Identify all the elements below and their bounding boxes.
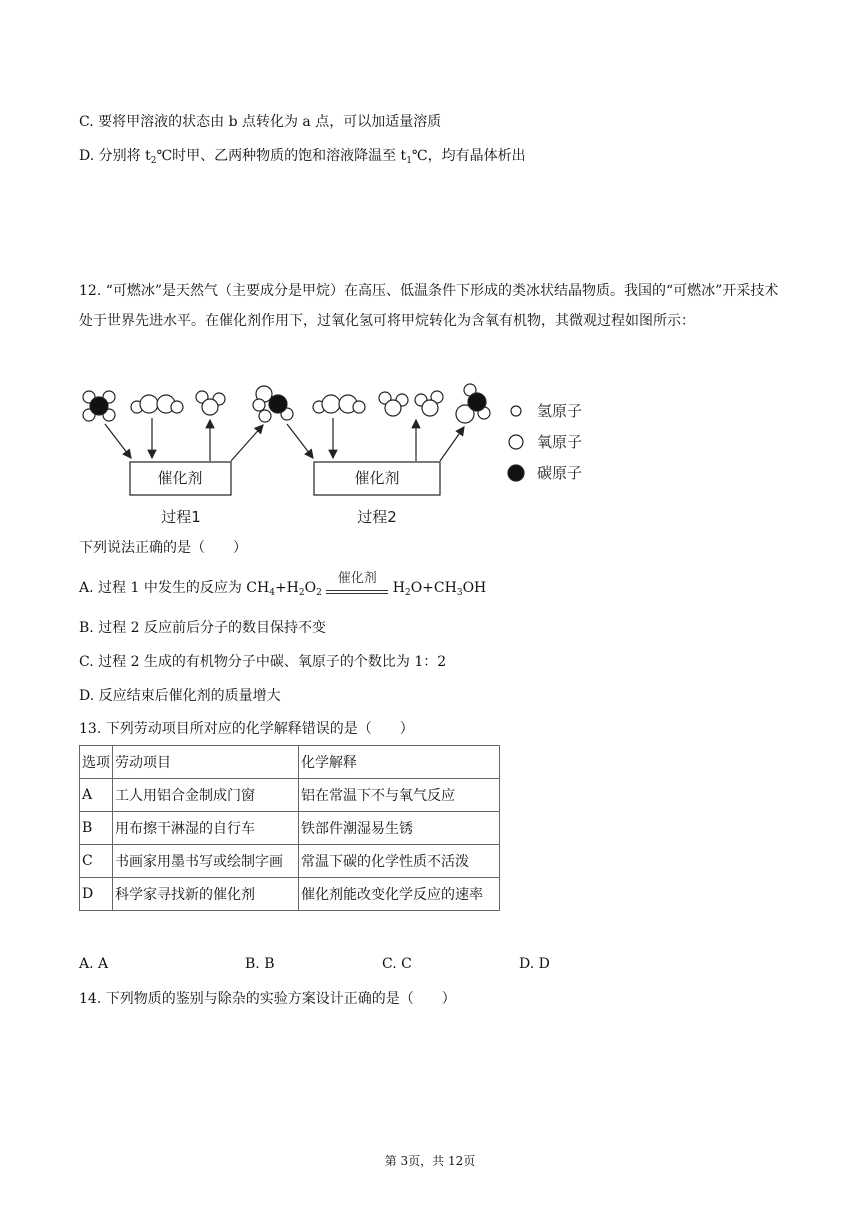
table-row [80, 845, 500, 878]
table-cell: 工人用铝合金制成门窗 [113, 779, 299, 812]
q13-choice-d: D. D [519, 956, 550, 972]
arrow-5 [287, 424, 313, 458]
catalyst-label-2: 催化剂 [354, 469, 400, 487]
table-header-cell: 劳动项目 [113, 746, 299, 779]
legend-label-hydrogen: 氢原子 [537, 402, 583, 420]
table-cell: B [80, 812, 113, 845]
q13-choice-b: B. B [245, 956, 275, 972]
table-cell: 常温下碳的化学性质不活泼 [299, 845, 500, 878]
legend-label-oxygen: 氧原子 [537, 433, 583, 451]
table-cell: 铁部件潮湿易生锈 [299, 812, 500, 845]
water-molecule-1 [196, 391, 225, 415]
arrow-8 [440, 427, 464, 461]
q12-option-b: B. 过程 2 反应前后分子的数目保持不变 [79, 620, 326, 636]
q14-stem: 14. 下列物质的鉴别与除杂的实验方案设计正确的是（ ） [79, 991, 456, 1007]
q13-choice-a: A. A [79, 956, 109, 972]
table-row [80, 779, 500, 812]
process-1-label: 过程1 [161, 508, 201, 526]
q11-option-c: C. 要将甲溶液的状态由 b 点转化为 a 点，可以加适量溶质 [79, 114, 442, 130]
q13-stem: 13. 下列劳动项目所对应的化学解释错误的是（ ） [79, 721, 414, 737]
q12-prompt: 下列说法正确的是（ ） [79, 540, 247, 556]
methane-conversion-diagram [79, 378, 619, 530]
page-footer: 第 3页，共 12页 [384, 1154, 476, 1168]
catalyst-label-1: 催化剂 [157, 469, 203, 487]
legend-hydrogen-atom [511, 406, 521, 416]
arrow-4 [231, 425, 263, 461]
legend-label-carbon: 碳原子 [537, 464, 583, 482]
hydrogen-peroxide-molecule-2 [313, 395, 365, 413]
q12-stem: 12. “可燃冰”是天然气（主要成分是甲烷）在高压、低温条件下形成的类冰状结晶物质。我国的“可燃冰”开采技术处于世界先进水平。在催化剂作用下，过氧化氢可将甲烷转化为含氧有机物，其微观过程如图所示： [79, 283, 779, 329]
q13-choice-c: C. C [382, 956, 412, 972]
legend-carbon-atom [508, 465, 524, 481]
organic-product-molecule [456, 384, 490, 423]
table-cell: 铝在常温下不与氧气反应 [299, 779, 500, 812]
water-molecule-3 [415, 391, 443, 416]
table-row [80, 878, 500, 911]
water-molecule-2 [379, 392, 408, 416]
table-header-row [80, 746, 500, 779]
arrow-1 [105, 424, 131, 458]
methane-molecule-1 [83, 391, 115, 421]
table-cell: 书画家用墨书写或绘制字画 [113, 845, 299, 878]
table-cell: A [80, 779, 113, 812]
table-cell: C [80, 845, 113, 878]
reaction-condition: 催化剂 [326, 578, 388, 598]
q11-option-d: D. 分别将 $t_2℃$时甲、乙两种物质的饱和溶液降温至 $t_1℃$，均有晶体析出 [79, 148, 526, 166]
table-cell: 用布擦干淋湿的自行车 [113, 812, 299, 845]
hydrogen-peroxide-molecule-1 [131, 395, 183, 413]
table-header-cell: 选项 [80, 746, 113, 779]
q12-option-c: C. 过程 2 生成的有机物分子中碳、氧原子的个数比为 1：2 [79, 654, 447, 670]
legend-oxygen-atom [509, 435, 523, 449]
process-2-label: 过程2 [357, 508, 397, 526]
q13-table [79, 745, 500, 911]
q12-option-d: D. 反应结束后催化剂的质量增大 [79, 688, 281, 704]
q12-option-a: A. 过程 1 中发生的反应为 $CH_4+H_2O_2$ 催化剂 $H_2O+CH_3OH$ [79, 571, 487, 598]
table-cell: 科学家寻找新的催化剂 [113, 878, 299, 911]
table-header-cell: 化学解释 [299, 746, 500, 779]
table-cell: 催化剂能改变化学反应的速率 [299, 878, 500, 911]
table-row [80, 812, 500, 845]
table-cell: D [80, 878, 113, 911]
methanol-molecule-1 [253, 386, 293, 422]
